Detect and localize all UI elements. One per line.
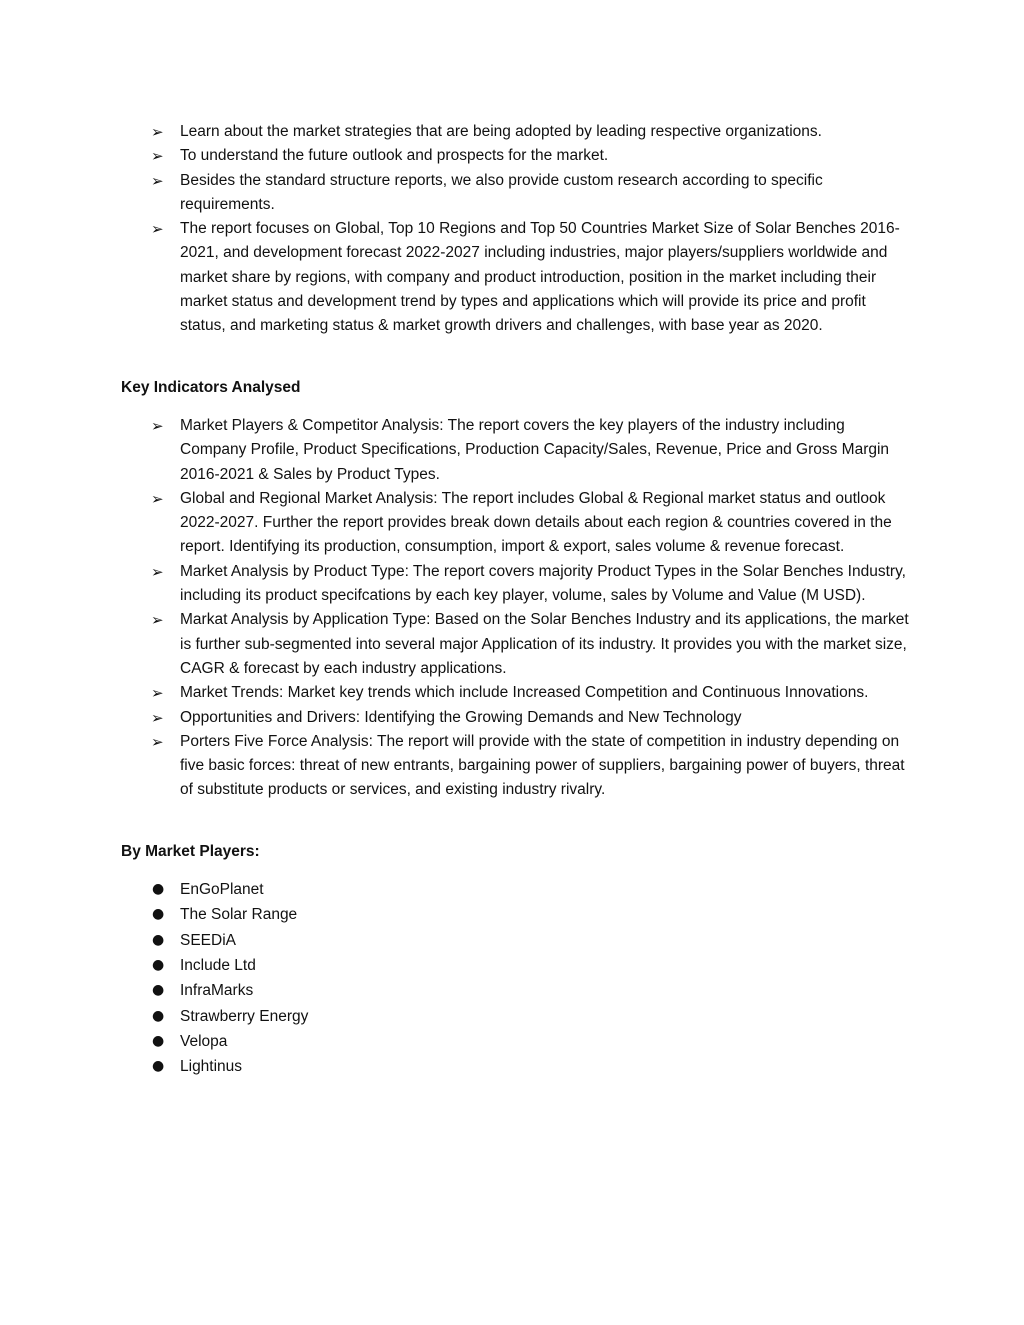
list-item-text: Lightinus [180,1058,243,1076]
arrowhead-bullet-icon: ➢ [151,416,164,435]
key-indicators-list [121,414,911,803]
arrowhead-bullet-icon: ➢ [151,489,164,508]
arrowhead-bullet-icon: ➢ [151,732,164,751]
list-item [121,730,911,803]
arrowhead-bullet-icon: ➢ [151,171,164,190]
dot-bullet-icon: ● [152,1058,165,1075]
list-item-text: Strawberry Energy [180,1007,309,1025]
dot-bullet-icon: ● [152,1007,165,1024]
list-item [121,877,911,902]
market-players-heading: By Market Players: [121,842,260,860]
arrowhead-bullet-icon: ➢ [151,562,164,581]
list-item-text: Markat Analysis by Application Type: Based on the Solar Benches Industry and its applications, the market is further sub-segmented into several major Application of its industry. It provides you with the market size, CAGR & forecast by each industry applications. [180,611,909,677]
list-item [121,928,911,953]
list-item-text: SEEDiA [180,931,236,949]
list-item [121,681,911,705]
list-item-text: The report focuses on Global, Top 10 Regions and Top 50 Countries Market Size of Solar Benches 2016-2021, and development forecast 2022-2027 including industries, major players/suppliers worldwide and market share by regions, with company and product introduction, position in the market including their market status and development trend by types and applications which will provide its price and profit status, and marketing status & market growth drivers and challenges, with base year as 2020. [180,220,900,335]
list-item [121,978,911,1003]
list-item [121,169,911,218]
list-item [121,608,911,681]
list-item-text: Include Ltd [180,956,256,974]
dot-bullet-icon: ● [152,931,165,948]
list-item-text: To understand the future outlook and prospects for the market. [180,147,609,165]
dot-bullet-icon: ● [152,906,165,923]
dot-bullet-icon: ● [152,956,165,973]
list-item [121,1029,911,1054]
list-item-text: Market Players & Competitor Analysis: The report covers the key players of the industry including Company Profile, Product Specifications, Production Capacity/Sales, Revenue, Price and Gross Margin 2016-2021 & Sales by Product Types. [180,416,890,483]
list-item-text: The Solar Range [180,906,298,924]
list-item [121,120,911,144]
arrowhead-bullet-icon: ➢ [151,220,164,239]
list-item-text: InfraMarks [180,982,254,1000]
arrowhead-bullet-icon: ➢ [151,684,164,703]
list-item-text: Learn about the market strategies that are being adopted by leading respective organizations. [180,123,822,140]
list-item-text: Opportunities and Drivers: Identifying the Growing Demands and New Technology [180,708,742,726]
list-item [121,217,911,338]
list-item [121,414,911,487]
list-item-text: Global and Regional Market Analysis: The report includes Global & Regional market status and outlook 2022-2027. Further the report provides break down details about each region & countries covered in the report. Identifying its production, consumption, import & export, sales volume & revenue forecast. [180,489,892,556]
list-item-text: Market Analysis by Product Type: The report covers majority Product Types in the Solar Benches Industry, including its product specifcations by each key player, volume, sales by Volume and Value (M USD). [180,562,906,605]
arrowhead-bullet-icon: ➢ [151,147,164,166]
list-item [121,706,911,730]
list-item [121,487,911,560]
intro-list [121,120,911,339]
list-item-text: EnGoPlanet [180,881,264,899]
list-item-text: Porters Five Force Analysis: The report will provide with the state of competition in industry depending on five basic forces: threat of new entrants, bargaining power of suppliers, bargaining power of buyers, threat of substitute products or services, and existing industry rivalry. [180,732,905,799]
arrowhead-bullet-icon: ➢ [151,123,164,141]
list-item [121,1004,911,1029]
key-indicators-heading: Key Indicators Analysed [121,378,301,396]
list-item [121,560,911,609]
list-item [121,144,911,168]
list-item [121,902,911,927]
dot-bullet-icon: ● [152,881,165,898]
list-item [121,953,911,978]
arrowhead-bullet-icon: ➢ [151,708,164,727]
dot-bullet-icon: ● [152,1032,165,1049]
dot-bullet-icon: ● [152,982,165,999]
list-item-text: Besides the standard structure reports, we also provide custom research according to specific requirements. [180,171,823,213]
list-item-text: Market Trends: Market key trends which include Increased Competition and Continuous Innovations. [180,684,869,702]
list-item [121,1054,911,1079]
document-body [121,120,911,1079]
market-players-list [121,877,911,1079]
list-item-text: Velopa [180,1032,228,1050]
arrowhead-bullet-icon: ➢ [151,611,164,630]
